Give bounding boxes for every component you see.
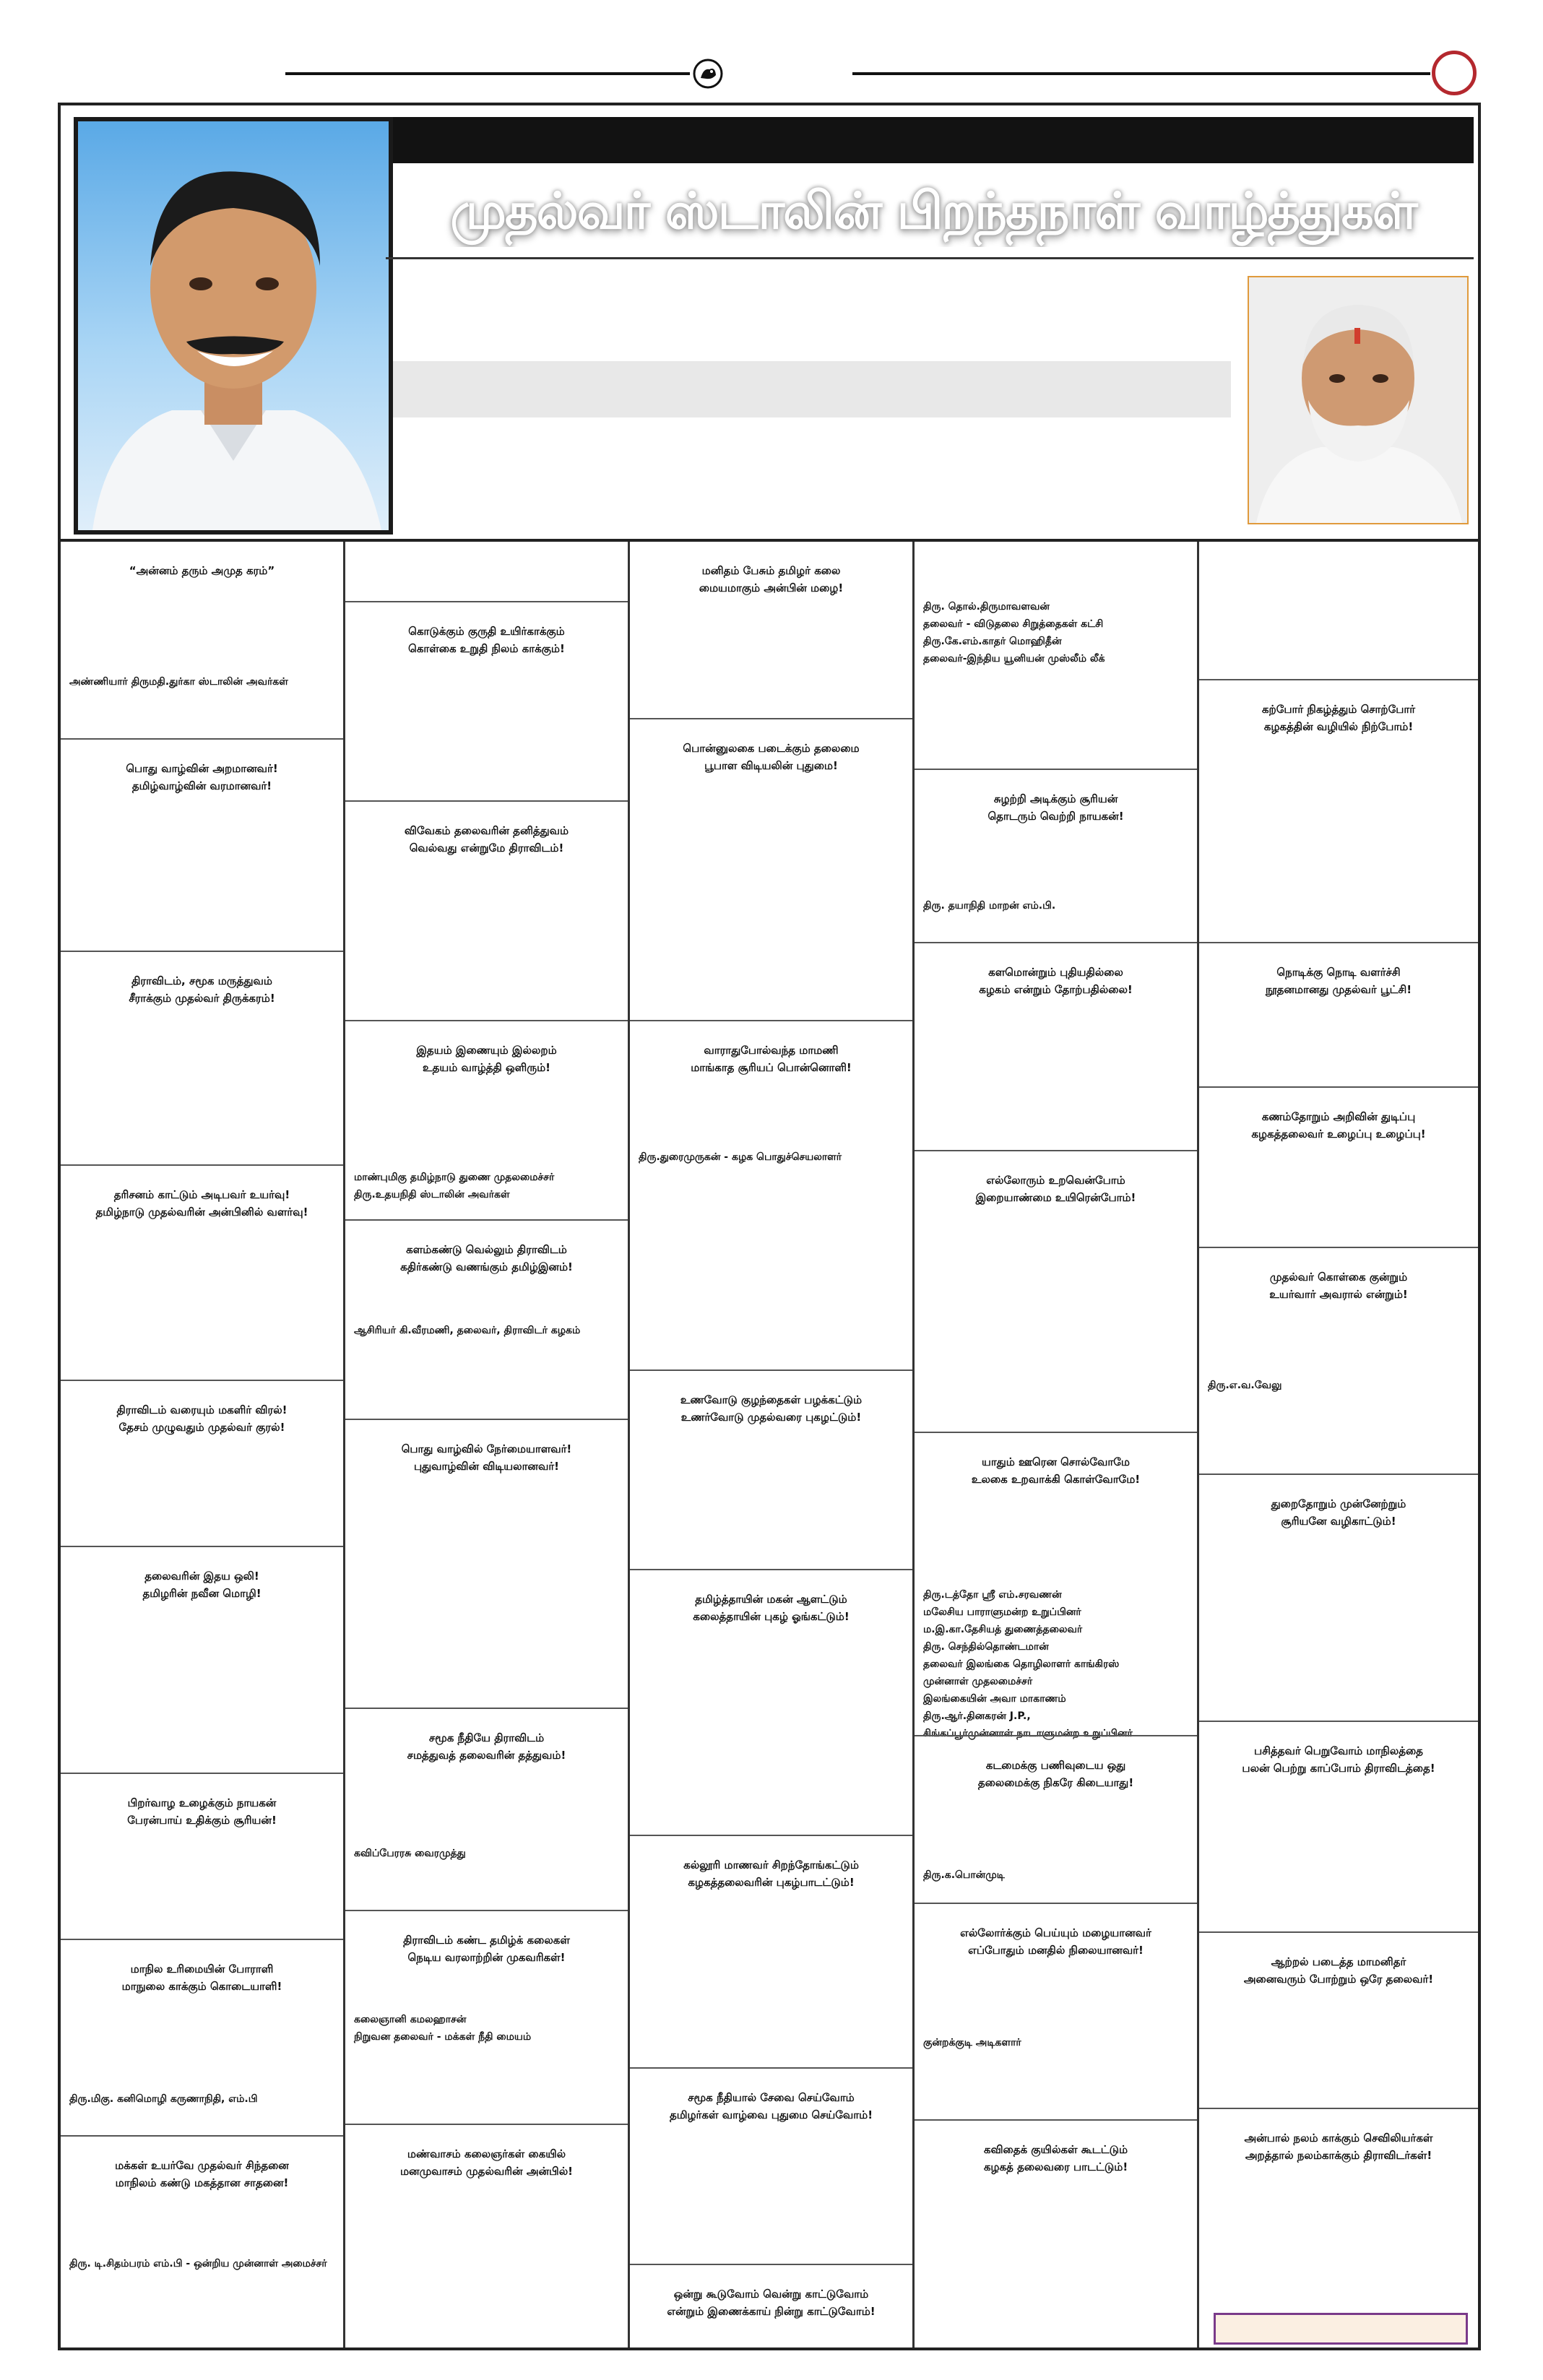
greeting-cell [915,542,1197,769]
greeting-author [354,2011,619,2046]
greeting-author [923,598,1188,667]
greeting-cell [915,1432,1197,1739]
greeting-author [923,2034,1188,2051]
greeting-cell [630,542,912,718]
greeting-quote [1212,1268,1465,1303]
quote-line: நெடிய வரலாற்றின் முகவரிகள்! [407,1951,566,1964]
subtitle-band [393,361,1231,417]
greeting-cell [1199,2108,1478,2347]
greeting-author [354,1845,619,1862]
quote-line: மாங்காத சூரியப் பொன்னொளி! [691,1061,852,1074]
author-line: அண்ணியார் திருமதி.துர்கா ஸ்டாலின் அவர்கள் [69,676,288,688]
greeting-author [639,1148,904,1166]
quote-line: கடமைக்கு பணிவுடைய ஒது [985,1759,1126,1772]
greeting-author [923,1866,1188,1884]
quote-line: சூரியனே வழிகாட்டும்! [1281,1515,1396,1528]
greeting-cell [345,1020,628,1219]
quote-line: என்றும் இணைக்காய் நின்று காட்டுவோம்! [667,2305,876,2318]
greetings-grid [61,542,1478,2347]
greeting-quote [928,1453,1184,1488]
advertisement-frame [58,103,1481,2350]
greeting-quote [643,1042,899,1076]
quote-line: மையமாகும் அன்பின் மழை! [699,581,844,594]
quote-line: பலன் பெற்று காப்போம் திராவிடத்தை! [1242,1762,1435,1775]
quote-line: பொது வாழ்வின் அறமானவர்! [126,762,278,775]
greeting-cell [61,1773,343,1939]
greeting-cell [1199,1247,1478,1474]
quote-line: ஒன்று கூடுவோம் வென்று காட்டுவோம் [673,2288,869,2301]
quote-line: வெல்வது என்றுமே திராவிடம்! [409,841,564,854]
quote-line: திராவிடம் கண்ட தமிழ்க் கலைகள் [403,1934,570,1947]
greeting-cell [1199,542,1478,679]
quote-line: மனமுவாசம் முதல்வரின் அன்பில்! [399,2165,574,2178]
masthead-emblem-icon [692,58,724,90]
author-line: முன்னாள் முதலமைச்சர் [923,1676,1033,1687]
quote-line: தமிழ்த்தாயின் மகன் ஆளட்டும் [695,1593,847,1606]
greetings-column-2 [345,542,630,2347]
quote-line: கழகத்தலைவர் உழைப்பு உழைப்பு! [1251,1128,1426,1141]
quote-line: சுழற்றி அடிக்கும் சூரியன் [993,792,1118,805]
page-marker-circle-icon [1432,51,1477,95]
title-bar [393,117,1474,163]
author-line: திரு.ஆர்.தினகரன் J.P., [923,1710,1031,1722]
greeting-cell [61,2135,343,2347]
greeting-quote [643,1856,899,1891]
greeting-quote [643,1391,899,1426]
greeting-cell [61,1939,343,2135]
quote-line: தமிழ்நாடு முதல்வரின் அன்பினில் வளர்வு! [95,1206,308,1219]
quote-line: கணம்தோறும் அறிவின் துடிப்பு [1261,1110,1416,1123]
author-line: இலங்கையின் அவா மாகாணம் [923,1693,1066,1705]
top-rule-right [852,72,1430,75]
bottom-info-box [1214,2313,1468,2345]
quote-line: அனைவரும் போற்றும் ஒரே தலைவர்! [1243,1973,1434,1986]
greeting-author [69,673,334,691]
greeting-cell [915,1735,1197,1903]
author-line: திரு. தொல்.திருமாவளவன் [923,601,1050,613]
greeting-quote [643,2285,899,2320]
greeting-quote [74,1401,330,1436]
leader-portrait [74,117,393,535]
author-line: மாண்புமிகு தமிழ்நாடு துணை முதலமைச்சர் [354,1172,555,1183]
greeting-cell [630,2067,912,2264]
quote-line: தமிழர்கள் வாழ்வை புதுமை செய்வோம்! [669,2108,873,2121]
greeting-quote [643,562,899,597]
author-line: திரு. டி.சிதம்பரம் எம்.பி - ஒன்றிய முன்னாள் அமைச்சர் [69,2258,327,2269]
author-line: திரு.துரைமுருகன் - கழக பொதுச்செயலாளர் [639,1151,842,1163]
greeting-cell [345,1708,628,1910]
greeting-cell [345,601,628,800]
author-line: குன்றக்குடி அடிகளார் [923,2037,1021,2048]
greeting-quote [1212,2129,1465,2164]
headline: முதல்வர் ஸ்டாலின் பிறந்தநாள் வாழ்த்துகள் [450,181,1417,241]
quote-line: மாநிலம் கண்டு மகத்தான சாதனை! [115,2176,289,2189]
greeting-quote [928,790,1184,825]
greeting-author [69,2090,334,2108]
greeting-cell [630,1369,912,1569]
headline-underline [386,257,1474,259]
quote-line: அன்பால் நலம் காக்கும் செவிலியர்கள் [1244,2132,1433,2145]
quote-line: திராவிடம், சமூக மருத்துவம் [131,974,272,987]
author-line: திரு.எ.வ.வேலு [1208,1380,1282,1391]
greeting-quote [928,1757,1184,1791]
greeting-cell [915,1150,1197,1432]
quote-line: கழகத் தலைவரை பாடட்டும்! [983,2160,1128,2173]
greeting-quote [643,1591,899,1625]
greeting-quote [1212,1108,1465,1143]
greeting-cell [1199,942,1478,1086]
author-line: கவிப்பேரரசு வைரமுத்து [354,1848,466,1859]
quote-line: தரிசனம் காட்டும் அடிபவர் உயர்வு! [113,1188,290,1201]
greeting-quote [74,2157,330,2191]
greeting-cell [915,1903,1197,2119]
quote-line: சமூக நீதியால் சேவை செய்வோம் [688,2091,855,2104]
greeting-cell [345,800,628,1020]
greeting-author [354,1169,619,1203]
greeting-author [923,1586,1188,1742]
greeting-cell [61,951,343,1164]
greeting-quote [358,1241,615,1276]
greeting-cell [630,2264,912,2347]
quote-line: கொள்கை உறுதி நிலம் காக்கும்! [408,642,565,655]
greeting-cell [630,1020,912,1369]
greetings-column-3 [630,542,915,2347]
greeting-quote [1212,1953,1465,1988]
greeting-quote [358,1729,615,1764]
author-line: திரு. செந்தில்தொண்டமான் [923,1641,1049,1653]
quote-line: தலைமைக்கு நிகரே கிடையாது! [977,1776,1134,1789]
quote-line: கழகத்தின் வழியில் நிற்போம்! [1263,720,1414,733]
quote-line: மனிதம் பேசும் தமிழர் கலை [701,564,841,577]
quote-line: முதல்வர் கொள்கை குன்றும் [1269,1271,1408,1284]
greeting-cell [1199,1931,1478,2108]
greeting-quote [643,740,899,774]
quote-line: எல்லோரும் உறவென்போம் [986,1174,1125,1187]
quote-line: எல்லோர்க்கும் பெய்யும் மழையானவர் [960,1926,1151,1939]
greeting-cell [61,1546,343,1773]
quote-line: சமத்துவத் தலைவரின் தத்துவம்! [407,1749,566,1762]
author-line: திரு.க.பொன்முடி [923,1869,1005,1881]
quote-line: நொடிக்கு நொடி வளர்ச்சி [1276,966,1401,979]
quote-line: பேரன்பாய் உதிக்கும் சூரியன்! [127,1814,277,1827]
guest-portrait [1248,276,1469,524]
greeting-cell [61,1380,343,1546]
quote-line: இறையாண்மை உயிரென்போம்! [975,1191,1136,1204]
author-line: திரு. தயாநிதி மாறன் எம்.பி. [923,900,1056,912]
greeting-quote [74,562,330,579]
quote-line: தலைவரின் இதய ஒலி! [144,1570,259,1583]
greeting-quote [1212,701,1465,735]
greeting-author [69,2255,334,2272]
quote-line: கல்லூரி மாணவர் சிறந்தோங்கட்டும் [683,1858,859,1871]
quote-line: கவிதைக் குயில்கள் கூடட்டும் [983,2143,1128,2156]
quote-line: துறைதோறும் முன்னேற்றும் [1271,1497,1406,1510]
greeting-cell [915,2119,1197,2347]
greeting-quote [74,1960,330,1995]
greeting-quote [74,1186,330,1221]
quote-line: அறத்தால் நலம்காக்கும் திராவிடர்கள்! [1245,2149,1432,2162]
greetings-column-5 [1199,542,1478,2347]
greeting-cell [1199,1474,1478,1721]
author-line: கலைஞானி கமலஹாசன் [354,2014,467,2025]
greeting-quote [928,964,1184,998]
greeting-quote [358,1931,615,1966]
quote-line: பிறர்வாழ உழைக்கும் நாயகன் [127,1796,277,1809]
quote-line: கொடுக்கும் குருதி உயிர்காக்கும் [408,625,565,638]
quote-line: உணர்வோடு முதல்வரை புகழட்டும்! [680,1411,862,1424]
greeting-cell [61,1164,343,1380]
quote-line: பொது வாழ்வில் நேர்மையாளவர்! [401,1442,572,1455]
greeting-author [923,897,1188,914]
greeting-quote [1212,1742,1465,1777]
quote-line: யாதும் ஊரென சொல்வோமே [982,1455,1130,1468]
quote-line: தேசம் முழுவதும் முதல்வர் குரல்! [118,1421,285,1434]
quote-line: களமொன்றும் புதியதில்லை [988,966,1123,979]
greeting-cell [1199,679,1478,942]
greeting-author [1208,1377,1469,1394]
quote-line: இதயம் இணையும் இல்லறம் [416,1044,557,1057]
greeting-author [354,1322,619,1339]
author-line: தலைவர் - விடுதலை சிறுத்தைகள் கட்சி [923,618,1104,630]
greeting-quote [74,1794,330,1829]
quote-line: உலகை உறவாக்கி கொள்வோமே! [971,1473,1141,1486]
author-line: ம.இ.கா.தேசியத் துணைத்தலைவர் [923,1624,1083,1635]
greeting-cell [61,542,343,738]
greeting-quote [358,822,615,857]
quote-line: களம்கண்டு வெல்லும் திராவிடம் [406,1243,567,1256]
quote-line: கழகத்தலைவரின் புகழ்பாடட்டும்! [688,1876,855,1889]
quote-line: பூபாள விடியலின் புதுமை! [704,759,838,772]
quote-line: கலைத்தாயின் புகழ் ஓங்கட்டும்! [693,1610,850,1623]
greeting-quote [358,1042,615,1076]
greeting-quote [358,2145,615,2180]
greeting-quote [928,1172,1184,1206]
greeting-cell [345,2124,628,2347]
quote-line: நூதனமானது முதல்வர் பூட்சி! [1265,983,1412,996]
author-line: தலைவர் இலங்கை தொழிலாளர் காங்கிரஸ் [923,1658,1120,1670]
greeting-cell [630,1569,912,1835]
greeting-cell [61,738,343,951]
author-line: திரு.மிகு. கனிமொழி கருணாநிதி, எம்.பி [69,2093,258,2105]
quote-line: கற்போர் நிகழ்த்தும் சொற்போர் [1261,703,1416,716]
quote-line: கதிர்கண்டு வணங்கும் தமிழ்இனம்! [400,1260,573,1273]
quote-line: புதுவாழ்வின் விடியலானவர்! [414,1460,559,1473]
quote-line: மண்வாசம் கலைஞர்கள் கையில் [407,2147,566,2160]
greeting-cell [345,542,628,601]
greeting-cell [345,1910,628,2124]
quote-line: பொன்னுலகை படைக்கும் தலைமை [683,742,860,755]
quote-line: தமிழரின் நவீன மொழி! [142,1587,262,1600]
author-line: திரு.டத்தோ ஸ்ரீ எம்.சரவணன் [923,1589,1062,1601]
quote-line: உயர்வார் அவரால் என்றும்! [1269,1288,1408,1301]
quote-line: மக்கள் உயர்வே முதல்வர் சிந்தனை [115,2159,289,2172]
author-line: ஆசிரியர் கி.வீரமணி, தலைவர், திராவிடர் கழகம் [354,1325,581,1336]
author-line: நிறுவன தலைவர் - மக்கள் நீதி மையம் [354,2031,532,2043]
author-line: திரு.உதயநிதி ஸ்டாலின் அவர்கள் [354,1189,510,1200]
greeting-quote [74,1567,330,1602]
top-rule-left [285,72,690,75]
author-line: திரு.கே.எம்.காதர் மொஹிதீன் [923,636,1062,647]
greeting-quote [74,760,330,795]
greeting-quote [928,2141,1184,2176]
greeting-quote [643,2089,899,2124]
greeting-cell [915,769,1197,942]
quote-line: உணவோடு குழந்தைகள் பழக்கட்டும் [680,1393,863,1406]
author-line: சிங்கப்பூர்முன்னாள் நாடாளுமன்ற உறுப்பினர் [923,1728,1133,1739]
greeting-cell [1199,1721,1478,1931]
greeting-quote [74,972,330,1007]
quote-line: பசித்தவர் பெறுவோம் மாநிலத்தை [1254,1744,1423,1757]
quote-line: மாநுலை காக்கும் கொடையாளி! [121,1980,282,1993]
greeting-cell [630,718,912,1020]
quote-line: ஆற்றல் படைத்த மாமனிதர் [1271,1955,1406,1968]
greeting-cell [1199,1086,1478,1247]
quote-line: வாராதுபோல்வந்த மாமணி [704,1044,839,1057]
quote-line: மாநில உரிமையின் போராளி [130,1963,274,1976]
greeting-quote [358,1440,615,1475]
author-line: மலேசிய பாராளுமன்ற உறுப்பினர் [923,1606,1081,1618]
quote-line: உதயம் வாழ்த்தி ஒளிரும்! [422,1061,551,1074]
quote-line: “அன்னம் தரும் அமுத கரம்” [129,564,275,577]
author-line: தலைவர்-இந்திய யூனியன் முஸ்லீம் லீக் [923,653,1105,665]
quote-line: விவேகம் தலைவரின் தனித்துவம் [404,824,569,837]
greeting-quote [1212,964,1465,998]
greeting-quote [928,1924,1184,1959]
greeting-cell [345,1419,628,1708]
quote-line: கழகம் என்றும் தோற்பதில்லை! [979,983,1133,996]
greeting-cell [915,942,1197,1150]
quote-line: திராவிடம் வரையும் மகளிர் விரல்! [116,1403,288,1416]
greeting-cell [630,1835,912,2067]
quote-line: சீராக்கும் முதல்வர் திருக்கரம்! [129,992,275,1005]
greetings-column-4 [915,542,1199,2347]
quote-line: சமூக நீதியே திராவிடம் [428,1731,545,1744]
quote-line: தமிழ்வாழ்வின் வரமானவர்! [131,779,272,792]
quote-line: எப்போதும் மனதில் நிலையானவர்! [968,1944,1144,1957]
header-banner [61,105,1478,542]
greeting-quote [1212,1495,1465,1530]
greetings-column-1 [61,542,345,2347]
quote-line: தொடரும் வெற்றி நாயகன்! [987,810,1124,823]
greeting-cell [345,1219,628,1419]
greeting-quote [358,623,615,657]
